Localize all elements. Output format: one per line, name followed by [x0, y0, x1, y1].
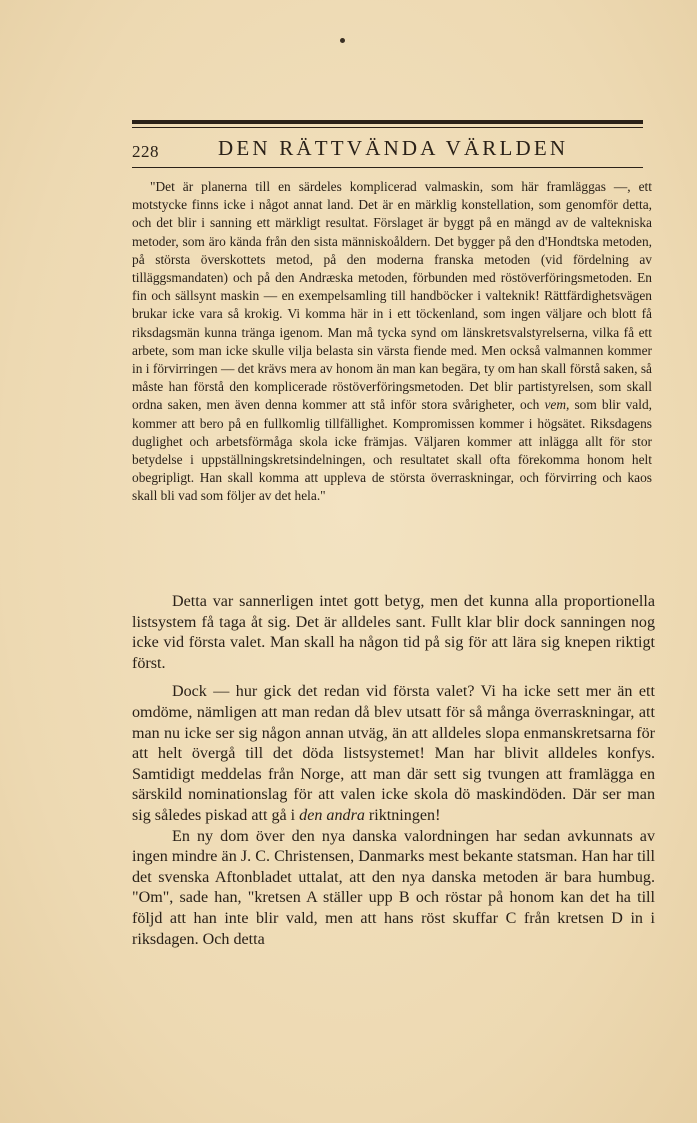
block-quote — [132, 178, 652, 506]
ink-speck — [340, 38, 345, 43]
header-rule-bottom — [132, 167, 643, 168]
quote-text-after: som blir vald, kommer att bero på en fullkomlig tillfällighet. Kompromissen kommer i högsätet. Riksdagens duglighet och arbetsförmåga skola icke främjas. Väljaren kommer att inlägga allt för stor betydelse i uppställningskretsindelningen, och resultatet skall ofta förekomma honom helt obegripligt. Han skall komma att uppleva de största överraskningar, och förvirring och kaos skall bli vad som följer av det hela." — [132, 397, 652, 504]
paragraph-2 — [132, 682, 655, 826]
quote-paragraph — [132, 178, 652, 506]
paragraph-2-emphasis: den andra — [299, 806, 365, 824]
paragraph-2-text-after: riktningen! — [364, 806, 441, 824]
header-rule-thick — [132, 120, 643, 124]
quote-emphasis: vem, — [544, 397, 570, 413]
header-rule-thin — [132, 127, 643, 128]
paragraph-3: En ny dom över den nya danska valordningen har sedan avkunnats av ingen mindre än J. C. Christensen, Danmarks mest bekante statsman. Han har till det svenska Aftonbladet uttalat, att den nya danska metoden är bara humbug. "Om", sade han, "kretsen A ställer upp B och röstar på honom kan det ha till följd att han inte blir vald, men att hans röst skuffar C från kretsen D in i riksdagen. Och detta — [132, 827, 655, 948]
quote-text: "Det är planerna till en särdeles komplicerad valmaskin, som här framläggas —, ett motstycke finns icke i något annat land. Det är en märklig konstellation, som genomför detta, och det blir i sanning ett märkligt resultat. Förslaget är byggt på en mängd av de valtekniska metoder, som äro kända från den sista människoåldern. Det bygger på den d'Hondtska metoden, på största överskottets metod, på den moderna franska metoden (vid fördelning av tilläggsmandaten) och på den Andræska metoden, förbunden med röstöverföringsmetoden. En fin och sällsynt maskin — en exempelsamling till handböcker i valteknik! Rättfärdighetsvägen brukar icke vara så krokig. Vi komma här in i ett töckenland, som ingen väljare och blott få riksdagsmän kunna tränga igenom. Man må tycka synd om länskretsvalstyrelserna, vilka få ett arbete, som man icke skulle vilja belasta sin värsta fiende med. Men också valmannen kommer in i förvirringen — det krävs mera av honom än man kan begära, ty om han skall förstå saken, så måste han förstå den komplicerade röstöverföringsmetoden. Det blir partistyrelsen, som skall ordna saken, men även denna kommer att stå inför stora svårigheter, och — [132, 179, 652, 413]
paragraph-1: Detta var sannerligen intet gott betyg, men det kunna alla proportionella listsystem få taga åt sig. Det är alldeles sant. Fullt klar blir dock sanningen nog icke vid första valet. Man skall ha någon tid på sig för att lära sig knepen riktigt först. — [132, 593, 655, 672]
page-number: 228 — [132, 142, 159, 161]
running-header — [132, 136, 643, 162]
running-title: DEN RÄTTVÄNDA VÄRLDEN — [218, 136, 569, 160]
paragraph-2-text: Dock — hur gick det redan vid första valet? Vi ha icke sett mer än ett omdöme, nämligen att man redan då blev utsatt för så många överraskningar, att man nu icke ser sig någon annan utväg, än att alldeles slopa enmanskretsarna för att helt övergå till det döda listsystemet! Man har blivit alldeles konfys. Samtidigt meddelas från Norge, att man där sett sig tvungen att framlägga en särskild nominationslag för att valen icke skola dö maskindöden. Där ser man sig således piskad att gå i — [132, 683, 655, 824]
body-text — [132, 592, 655, 950]
